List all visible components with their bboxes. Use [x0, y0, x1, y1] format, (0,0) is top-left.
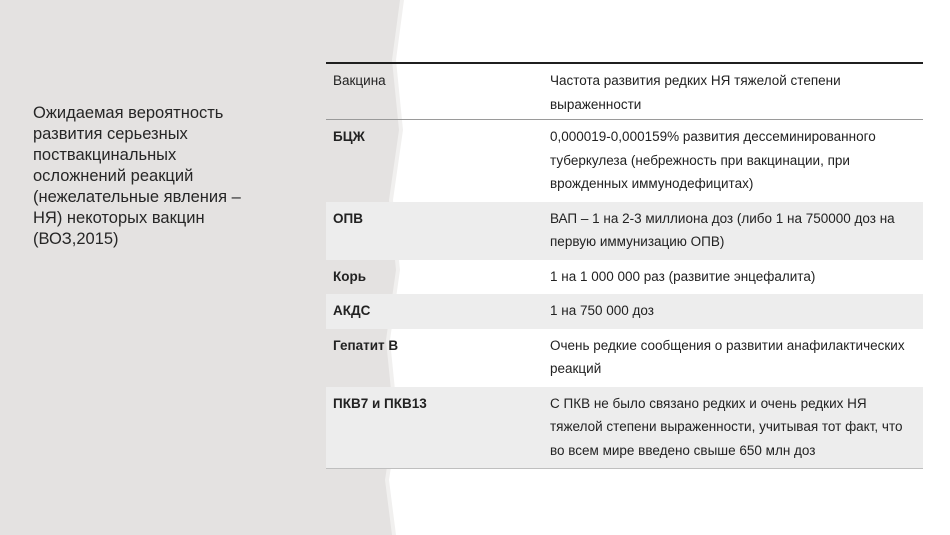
slide-title: Ожидаемая вероятность развития серьезных поствакцинальных осложнений реакций (нежелательные явления – НЯ) некоторых вакцин (ВОЗ,2015)	[33, 104, 241, 248]
vaccine-name: ОПВ	[333, 210, 363, 226]
vaccine-frequency: ВАП – 1 на 2-3 миллиона доз (либо 1 на 750000 доз на первую иммунизацию ОПВ)	[550, 210, 895, 249]
vaccine-name: Корь	[333, 268, 367, 284]
vaccine-frequency: Очень редкие сообщения о развитии анафилактических реакций	[550, 337, 905, 376]
vaccine-name: ПКВ7 и ПКВ13	[333, 395, 427, 411]
table-row	[326, 387, 923, 469]
table-row	[326, 294, 923, 329]
vaccine-name: АКДС	[333, 303, 371, 318]
vaccine-name: БЦЖ	[333, 129, 365, 144]
vaccine-table	[326, 62, 923, 469]
vaccine-frequency: 0,000019-0,000159% развития дессеминированного туберкулеза (небрежность при вакцинации, при врожденных иммунодефицитах)	[550, 129, 876, 191]
vaccine-name: Гепатит В	[333, 337, 399, 353]
header-vaccine: Вакцина	[333, 73, 386, 88]
table-row	[326, 329, 923, 387]
table-row	[326, 260, 923, 295]
vaccine-frequency: С ПКВ не было связано редких и очень редких НЯ тяжелой степени выраженности, учитывая тот факт, что во всем мире введено свыше 650 млн доз	[550, 395, 903, 458]
vaccine-frequency: 1 на 750 000 доз	[550, 303, 654, 318]
table-row	[326, 120, 923, 202]
table-row	[326, 202, 923, 260]
table-header-row	[326, 64, 923, 120]
header-frequency: Частота развития редких НЯ тяжелой степени выраженности	[550, 73, 841, 112]
vaccine-frequency: 1 на 1 000 000 раз (развитие энцефалита)	[550, 268, 816, 284]
